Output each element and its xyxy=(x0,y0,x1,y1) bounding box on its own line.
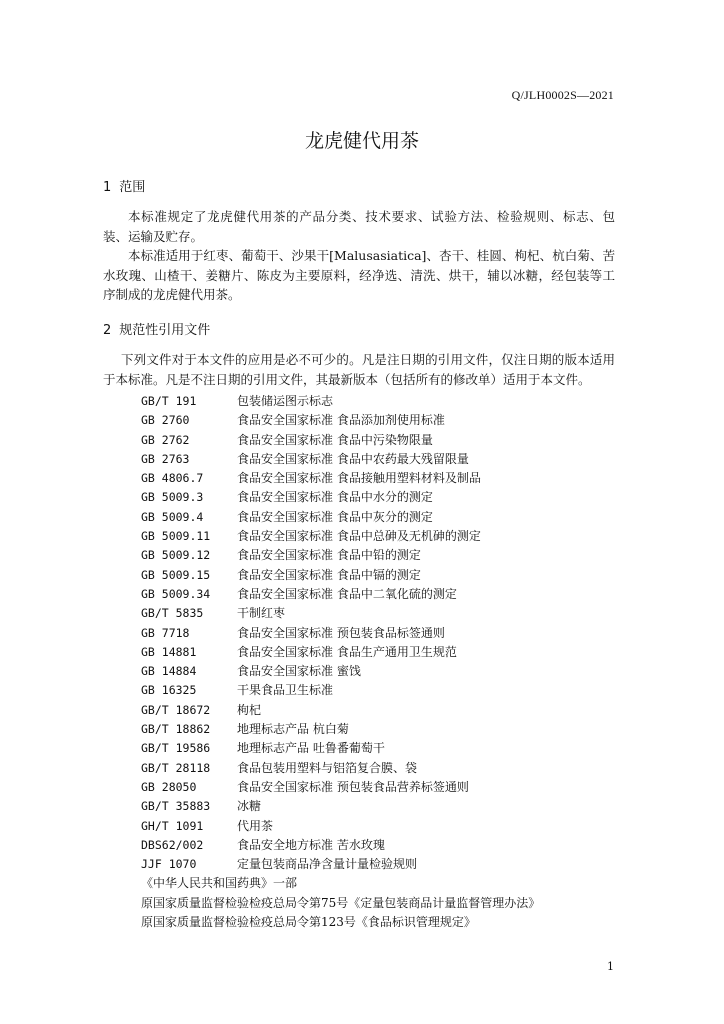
reference-item xyxy=(141,855,611,874)
section-1-paragraph: 本标准规定了龙虎健代用茶的产品分类、技术要求、试验方法、检验规则、标志、包装、运输及贮存。 xyxy=(103,209,615,244)
reference-item xyxy=(141,797,611,816)
reference-code: GB 4806.7 xyxy=(141,471,204,486)
reference-title: 食品安全国家标准 预包装食品标签通则 xyxy=(237,625,445,640)
reference-item xyxy=(141,624,611,643)
reference-title: 干果食品卫生标准 xyxy=(237,683,334,698)
reference-code: GB/T 191 xyxy=(141,394,197,408)
reference-title: 食品安全国家标准 食品中污染物限量 xyxy=(237,432,433,447)
reference-item xyxy=(141,817,611,836)
section-1-heading xyxy=(103,176,145,195)
reference-code: JJF 1070 xyxy=(141,857,197,872)
reference-item xyxy=(141,527,611,546)
reference-code: GB/T 18672 xyxy=(141,702,211,717)
reference-code: GB/T 18862 xyxy=(141,722,211,737)
reference-title: 食品安全国家标准 食品中灰分的测定 xyxy=(237,509,433,524)
reference-code: GB/T 5835 xyxy=(141,606,204,621)
section-number: 2 xyxy=(103,323,112,338)
reference-item xyxy=(141,778,611,797)
reference-item xyxy=(141,585,611,604)
reference-title: 冰糖 xyxy=(237,799,262,814)
reference-title: 食品安全国家标准 食品中铅的测定 xyxy=(237,548,421,563)
reference-title: 食品安全国家标准 食品生产通用卫生规范 xyxy=(237,644,457,659)
reference-code: GB 5009.3 xyxy=(141,490,204,505)
reference-title: 食品安全国家标准 蜜饯 xyxy=(237,664,361,679)
reference-title: 包装储运图示标志 xyxy=(237,394,334,408)
reference-item xyxy=(141,566,611,585)
reference-item xyxy=(141,739,611,758)
reference-item xyxy=(141,604,611,623)
reference-code: GB 5009.12 xyxy=(141,548,211,563)
section-2-intro: 下列文件对于本文件的应用是必不可少的。凡是注日期的引用文件，仅注日期的版本适用于本标准。凡是不注日期的引用文件，其最新版本（包括所有的修改单）适用于本文件。 xyxy=(103,352,615,387)
section-title: 规范性引用文件 xyxy=(119,323,211,338)
reference-extra-item: 原国家质量监督检验检疫总局令第75号《定量包装商品计量监督管理办法》 xyxy=(141,895,541,910)
reference-title: 食品安全国家标准 食品添加剂使用标准 xyxy=(237,413,445,428)
reference-title: 食品安全国家标准 食品接触用塑料材料及制品 xyxy=(237,471,481,486)
reference-item xyxy=(141,488,611,507)
reference-item xyxy=(141,701,611,720)
reference-code: GB 7718 xyxy=(141,625,190,640)
reference-code: GB 5009.4 xyxy=(141,509,204,524)
reference-item xyxy=(141,720,611,739)
reference-code: GB 5009.15 xyxy=(141,567,211,582)
reference-title: 食品安全国家标准 食品中水分的测定 xyxy=(237,490,433,505)
reference-title: 食品安全国家标准 食品中二氧化硫的测定 xyxy=(237,586,457,601)
reference-code: GB 2760 xyxy=(141,413,190,428)
reference-title: 食品安全国家标准 食品中农药最大残留限量 xyxy=(237,451,469,466)
document-code: Q/JLH0002S—2021 xyxy=(511,88,614,102)
reference-item xyxy=(141,469,611,488)
reference-title: 干制红枣 xyxy=(237,606,286,621)
reference-title: 定量包装商品净含量计量检验规则 xyxy=(237,857,418,872)
reference-title: 枸杞 xyxy=(237,702,262,717)
reference-list xyxy=(141,392,611,932)
reference-item xyxy=(141,662,611,681)
reference-code: GB 28050 xyxy=(141,779,197,794)
reference-code: GB 2762 xyxy=(141,432,190,447)
reference-item xyxy=(141,431,611,450)
reference-item xyxy=(141,411,611,430)
reference-item xyxy=(141,546,611,565)
reference-title: 食品安全国家标准 食品中总砷及无机砷的测定 xyxy=(237,529,481,544)
reference-title: 地理标志产品 吐鲁番葡萄干 xyxy=(237,741,385,756)
reference-extra-item: 原国家质量监督检验检疫总局令第123号《食品标识管理规定》 xyxy=(141,915,476,930)
reference-code: GB 16325 xyxy=(141,683,197,698)
reference-code: GB/T 28118 xyxy=(141,760,211,775)
reference-title: 地理标志产品 杭白菊 xyxy=(237,722,349,737)
reference-item xyxy=(141,836,611,855)
reference-code: GH/T 1091 xyxy=(141,818,204,833)
section-number: 1 xyxy=(103,180,112,195)
reference-code: GB/T 35883 xyxy=(141,799,211,814)
reference-code: DBS62/002 xyxy=(141,837,204,852)
reference-item xyxy=(141,392,611,411)
reference-code: GB 14881 xyxy=(141,644,197,659)
section-1-paragraph: 本标准适用于红枣、葡萄干、沙果干[Malusasiatica]、杏干、桂圆、枸杞、杭白菊、苦水玫瑰、山楂干、姜糖片、陈皮为主要原料，经净选、清洗、烘干，辅以冰糖，经包装等工序制成的龙虎健代用茶。 xyxy=(103,248,615,302)
reference-code: GB 5009.11 xyxy=(141,529,211,544)
section-title: 范围 xyxy=(119,180,146,195)
reference-title: 食品安全国家标准 食品中镉的测定 xyxy=(237,567,421,582)
reference-item xyxy=(141,508,611,527)
reference-item xyxy=(141,450,611,469)
reference-item xyxy=(141,643,611,662)
reference-code: GB/T 19586 xyxy=(141,741,211,756)
reference-item xyxy=(141,681,611,700)
reference-code: GB 2763 xyxy=(141,451,190,466)
reference-item xyxy=(141,759,611,778)
reference-title: 食品安全地方标准 苦水玫瑰 xyxy=(237,837,385,852)
section-2-heading xyxy=(103,319,210,338)
reference-title: 食品包装用塑料与铝箔复合膜、袋 xyxy=(237,760,418,775)
reference-title: 食品安全国家标准 预包装食品营养标签通则 xyxy=(237,779,469,794)
document-title: 龙虎健代用茶 xyxy=(304,130,419,152)
page-number: 1 xyxy=(607,960,614,973)
reference-title: 代用茶 xyxy=(237,818,274,833)
reference-code: GB 5009.34 xyxy=(141,586,211,601)
reference-code: GB 14884 xyxy=(141,664,197,679)
reference-extra-item: 《中华人民共和国药典》一部 xyxy=(141,876,298,891)
